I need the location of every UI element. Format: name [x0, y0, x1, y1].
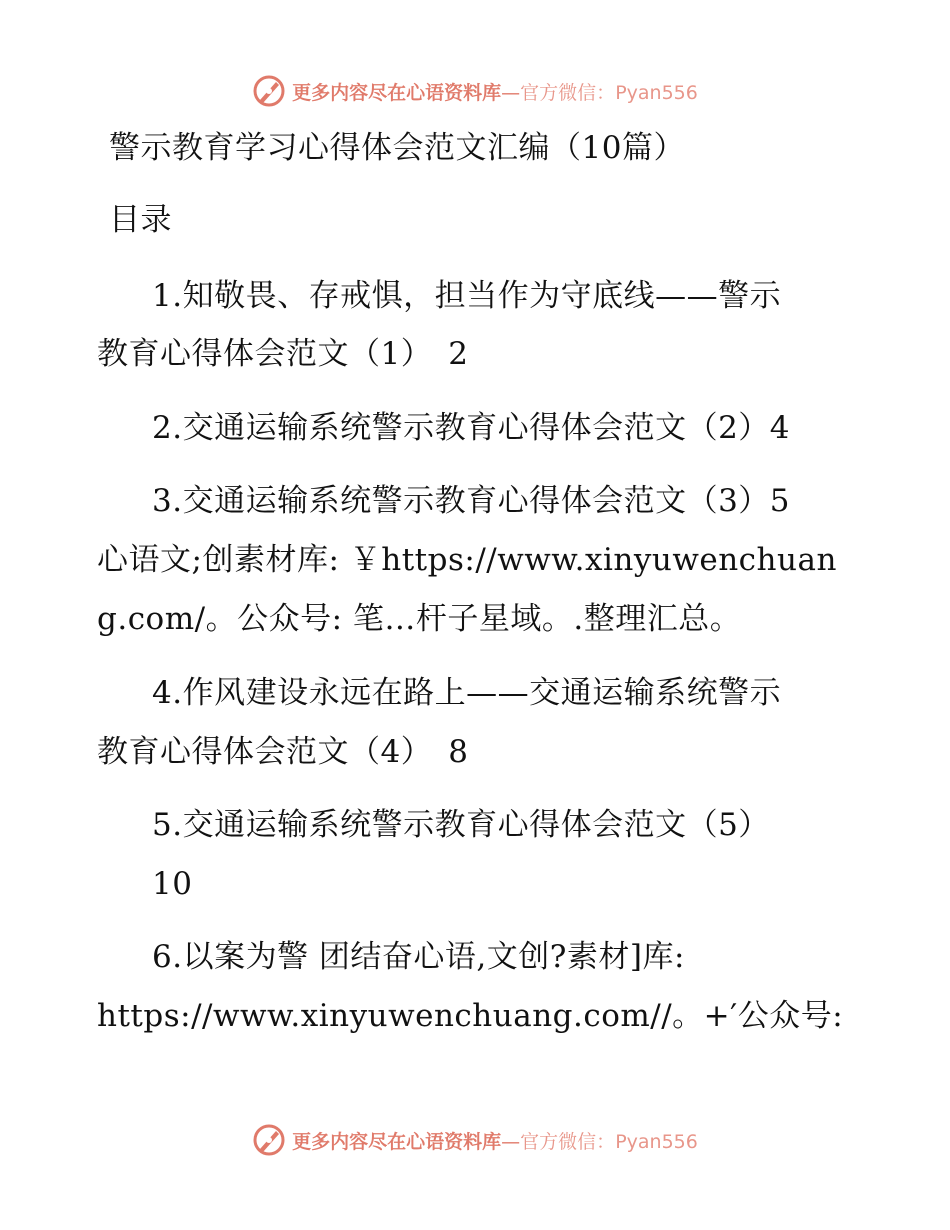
header-separator: — — [501, 81, 521, 104]
header-wechat-id: Pyan556 — [615, 81, 698, 104]
quill-logo-icon — [252, 74, 286, 108]
toc-entry-6-line-2: https://www.xinyuwenchuang.com//。+′公众号: — [97, 998, 844, 1034]
toc-entry-1-line-2: 教育心得体会范文（1） 2 — [97, 336, 469, 372]
toc-entry-5-line-2: 10 — [152, 866, 193, 902]
toc-entry-4-line-2: 教育心得体会范文（4） 8 — [97, 734, 469, 770]
toc-entry-4-line-1: 4.作风建设永远在路上——交通运输系统警示 — [152, 675, 782, 711]
toc-heading: 目录 — [109, 202, 172, 238]
footer-brand-text: 更多内容尽在心语资料库 — [292, 1130, 502, 1153]
footer-brand — [252, 1123, 698, 1157]
page-footer — [0, 1120, 950, 1160]
watermark-line-2: g.com/。公众号: 笔…杆子星域。.整理汇总。 — [97, 601, 742, 637]
document-title: 警示教育学习心得体会范文汇编（10篇） — [109, 130, 685, 166]
toc-entry-1-line-1: 1.知敬畏、存戒惧，担当作为守底线——警示 — [152, 278, 782, 314]
toc-entry-2: 2.交通运输系统警示教育心得体会范文（2）4 — [152, 410, 791, 446]
quill-logo-icon — [252, 1123, 286, 1157]
header-brand — [252, 74, 698, 108]
page-header — [0, 71, 950, 111]
footer-wechat-id: Pyan556 — [615, 1130, 698, 1153]
header-wechat-label: 官方微信： — [520, 81, 616, 104]
footer-wechat-label: 官方微信： — [520, 1130, 616, 1153]
toc-entry-6-line-1: 6.以案为警 团结奋心语,文创?素材]库: — [152, 939, 685, 975]
footer-separator: — — [501, 1130, 521, 1153]
toc-entry-5-line-1: 5.交通运输系统警示教育心得体会范文（5） — [152, 807, 770, 843]
watermark-line-1: 心语文;创素材库: ￥https://www.xinyuwenchuan — [97, 542, 837, 578]
toc-entry-3: 3.交通运输系统警示教育心得体会范文（3）5 — [152, 483, 791, 519]
header-brand-text: 更多内容尽在心语资料库 — [292, 81, 502, 104]
